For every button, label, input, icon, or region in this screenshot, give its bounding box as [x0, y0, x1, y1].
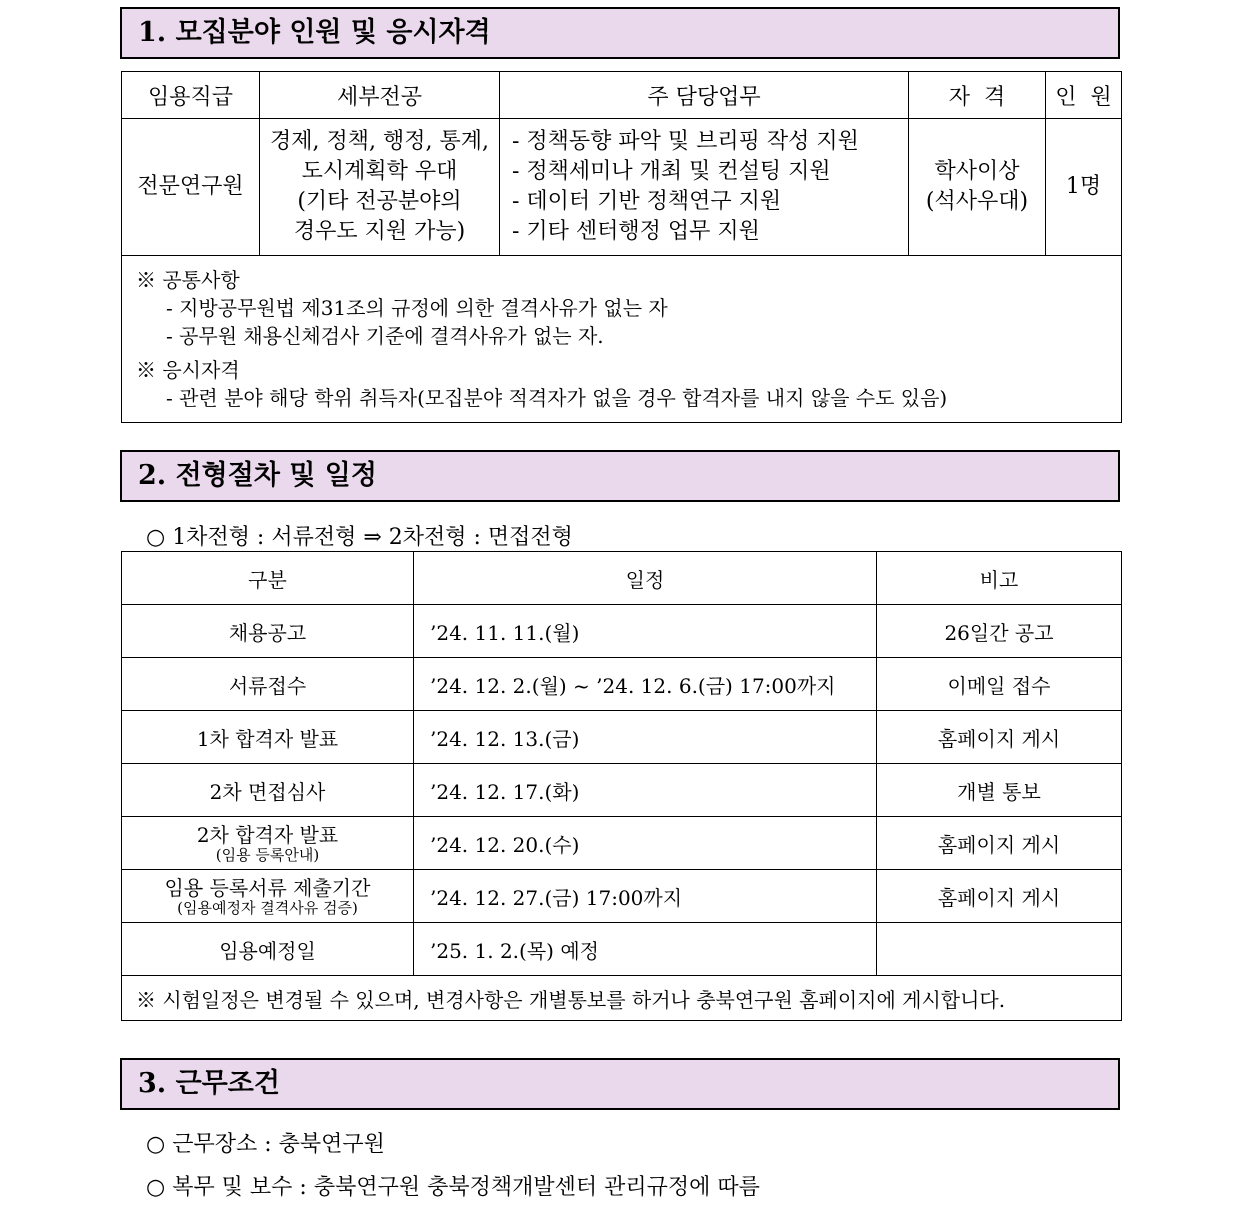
notes-cell	[122, 256, 1122, 423]
note-cell	[877, 923, 1122, 976]
recruitment-table	[121, 71, 1122, 423]
note-cell: 26일간 공고	[877, 605, 1122, 658]
header-date: 일정	[414, 552, 877, 605]
duty-line: - 데이터 기반 정책연구 지원	[512, 189, 782, 214]
table-row	[122, 711, 1122, 764]
table-header-row	[122, 552, 1122, 605]
category-sublabel: (임용 등록안내)	[215, 846, 320, 864]
category-label: 임용 등록서류 제출기간	[164, 876, 371, 900]
date-cell: ’24. 12. 2.(월) ~ ’24. 12. 6.(금) 17:00까지	[414, 658, 877, 711]
date-cell: ’24. 12. 20.(수)	[414, 817, 877, 870]
schedule-table	[121, 551, 1122, 1021]
major-line: (기타 전공분야의	[297, 189, 462, 214]
eligibility-item: - 관련 분야 해당 학위 취득자(모집분야 적격자가 없을 경우 합격자를 내지 않을 수도 있음)	[166, 386, 948, 410]
table-row	[122, 817, 1122, 870]
duty-line: - 정책세미나 개최 및 컨설팅 지원	[512, 159, 831, 184]
category-cell: 채용공고	[122, 605, 414, 658]
table-row	[122, 870, 1122, 923]
note-cell: 홈페이지 게시	[877, 817, 1122, 870]
note-cell: 홈페이지 게시	[877, 711, 1122, 764]
header-major: 세부전공	[260, 72, 500, 119]
common-item: - 지방공무원법 제31조의 규정에 의한 결격사유가 없는 자	[166, 296, 668, 320]
section-1-header: 1. 모집분야 인원 및 응시자격	[120, 7, 1120, 59]
date-cell: ’24. 12. 17.(화)	[414, 764, 877, 817]
footnote-row	[122, 976, 1122, 1021]
table-row	[122, 605, 1122, 658]
process-line: ○ 1차전형 : 서류전형 ⇒ 2차전형 : 면접전형	[146, 525, 573, 550]
major-cell	[260, 119, 500, 256]
table-row	[122, 764, 1122, 817]
qualification-line: (석사우대)	[925, 189, 1029, 214]
qualification-line: 학사이상	[934, 159, 1020, 184]
work-location: ○ 근무장소 : 충북연구원	[146, 1132, 385, 1157]
date-cell: ’24. 12. 27.(금) 17:00까지	[414, 870, 877, 923]
category-cell: 임용예정일	[122, 923, 414, 976]
category-sublabel: (임용예정자 결격사유 검증)	[177, 899, 358, 917]
table-row	[122, 658, 1122, 711]
count-cell: 1명	[1046, 119, 1122, 256]
section-2-header: 2. 전형절차 및 일정	[120, 450, 1120, 502]
category-cell	[122, 817, 414, 870]
duty-line: - 정책동향 파악 및 브리핑 작성 지원	[512, 129, 859, 154]
schedule-footnote: ※ 시험일정은 변경될 수 있으며, 변경사항은 개별통보를 하거나 충북연구원 홈페이지에 게시합니다.	[122, 976, 1122, 1021]
table-row	[122, 923, 1122, 976]
note-cell: 이메일 접수	[877, 658, 1122, 711]
category-cell	[122, 870, 414, 923]
common-item: - 공무원 채용신체검사 기준에 결격사유가 없는 자.	[166, 324, 604, 348]
section-3-header: 3. 근무조건	[120, 1058, 1120, 1110]
header-count: 인 원	[1046, 72, 1122, 119]
date-cell: ’25. 1. 2.(목) 예정	[414, 923, 877, 976]
header-duties: 주 담당업무	[500, 72, 909, 119]
header-note: 비고	[877, 552, 1122, 605]
grade-cell: 전문연구원	[122, 119, 260, 256]
header-grade: 임용직급	[122, 72, 260, 119]
note-cell: 홈페이지 게시	[877, 870, 1122, 923]
table-header-row	[122, 72, 1122, 119]
note-cell: 개별 통보	[877, 764, 1122, 817]
table-row	[122, 119, 1122, 256]
header-category: 구분	[122, 552, 414, 605]
duty-line: - 기타 센터행정 업무 지원	[512, 219, 760, 244]
eligibility-title: ※ 응시자격	[136, 358, 240, 382]
major-line: 경제, 정책, 행정, 통계,	[270, 129, 489, 154]
header-qualification: 자 격	[909, 72, 1046, 119]
major-line: 도시계획학 우대	[301, 159, 458, 184]
category-cell: 서류접수	[122, 658, 414, 711]
notes-row	[122, 256, 1122, 423]
category-cell: 1차 합격자 발표	[122, 711, 414, 764]
qualification-cell	[909, 119, 1046, 256]
work-pay: ○ 복무 및 보수 : 충북연구원 충북정책개발센터 관리규정에 따름	[146, 1175, 760, 1200]
category-label: 2차 합격자 발표	[196, 823, 339, 847]
major-line: 경우도 지원 가능)	[293, 219, 466, 244]
date-cell: ’24. 12. 13.(금)	[414, 711, 877, 764]
category-cell: 2차 면접심사	[122, 764, 414, 817]
common-title: ※ 공통사항	[136, 268, 240, 292]
date-cell: ’24. 11. 11.(월)	[414, 605, 877, 658]
duties-cell	[500, 119, 909, 256]
